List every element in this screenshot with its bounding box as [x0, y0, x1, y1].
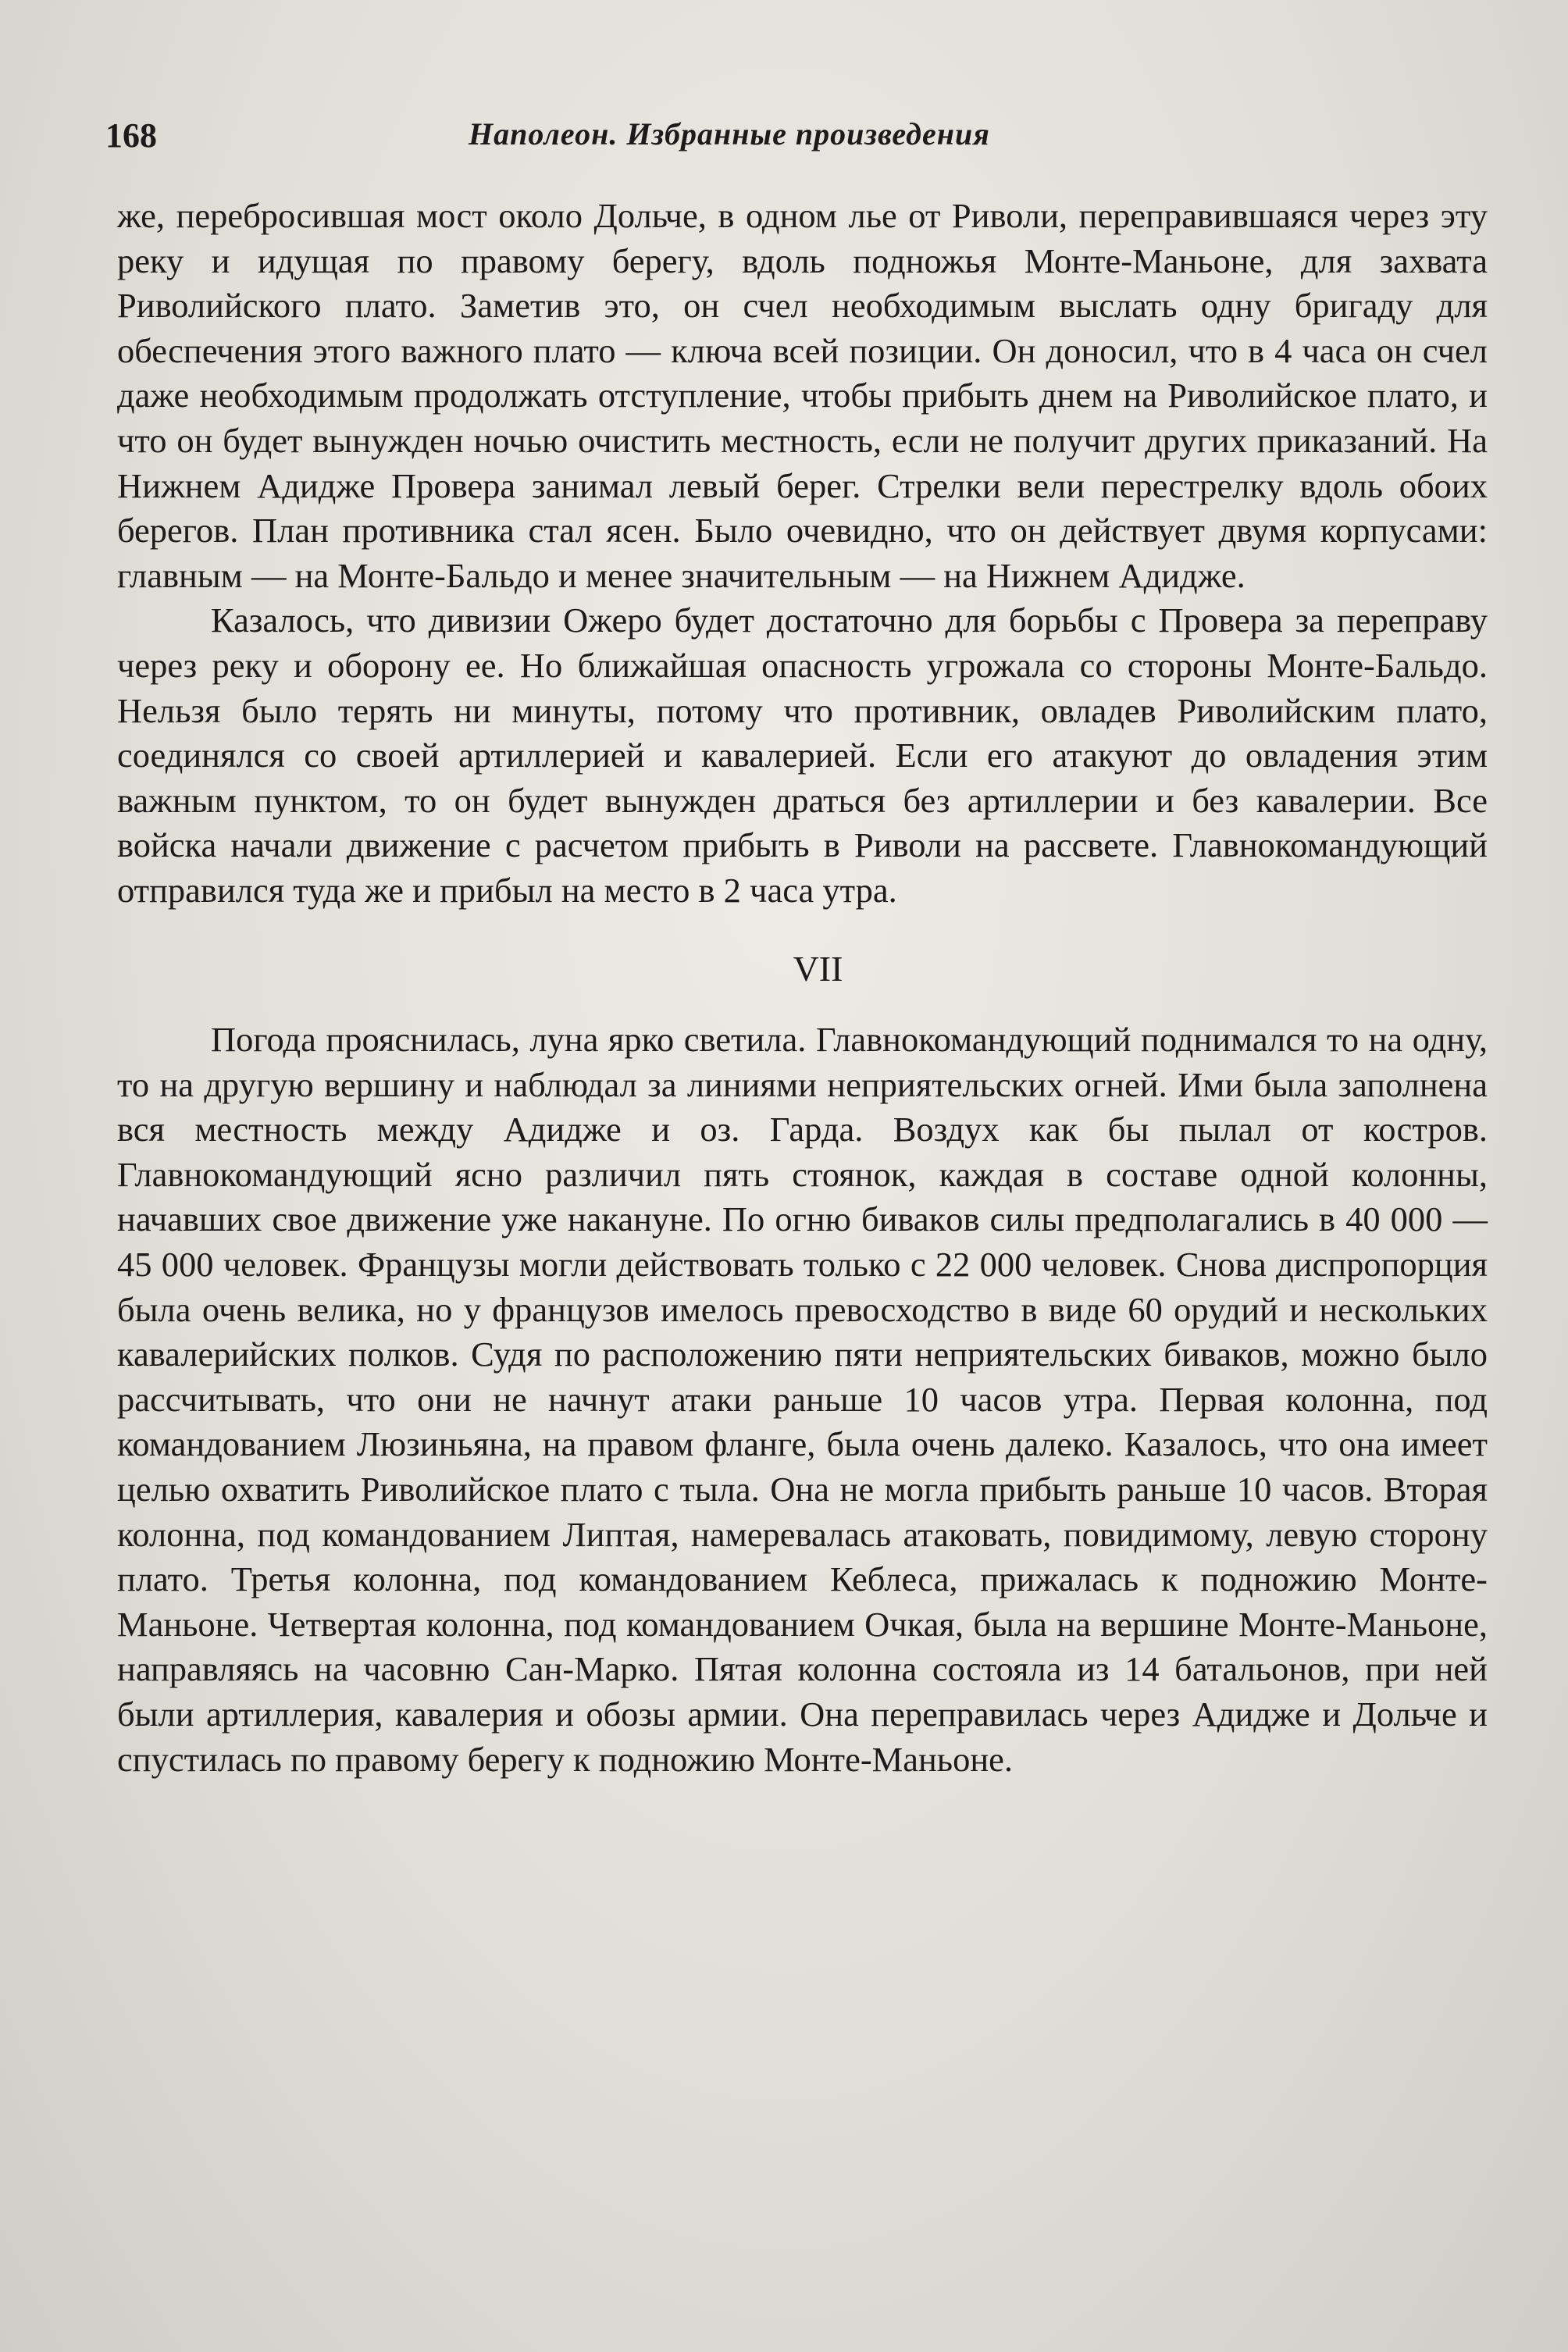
running-title: Наполеон. Избранные произведения	[469, 116, 990, 151]
page-number: 168	[105, 116, 157, 155]
body-text	[117, 194, 1488, 1782]
paragraph: Погода прояснилась, луна ярко светила. Главнокомандующий поднимался то на одну, то на другую вершину и наблюдал за линиями неприятельских огней. Ими была заполнена вся местность между Адидже и оз. Гарда. Воздух как бы пылал от костров. Главнокомандующий ясно различил пять стоянок, каждая в составе одной колонны, начавших свое движение уже накануне. По огню бивакoв силы предполагались в 40 000 — 45 000 человек. Французы могли действовать только с 22 000 человек. Снова диспропорция была очень велика, но у французов имелось превосходство в виде 60 орудий и нескольких кавалерийских полков. Судя по расположению пяти неприятельских биваков, можно было рассчитывать, что они не начнут атаки раньше 10 часов утра. Первая колонна, под командованием Люзиньяна, на правом фланге, была очень далеко. Казалось, что она имеет целью охватить Риволийское плато с тыла. Она не могла прибыть раньше 10 часов. Вторая колонна, под командованием Липтая, намеревалась атаковать, повидимому, левую сторону плато. Третья колонна, под командованием Кеблеса, прижалась к подножию Монте-Маньоне. Четвертая колонна, под командованием Очкая, была на вершине Монте-Маньоне, направляясь на часовню Сан-Марко. Пятая колонна состояла из 14 батальонов, при ней были артиллерия, кавалерия и обозы армии. Она переправилась через Адидже и Дольче и спустилась по правому берегу к подножию Монте-Маньоне.	[117, 1020, 1488, 1779]
page-header	[105, 116, 1451, 162]
paragraph: Казалось, что дивизии Ожеро будет достаточно для борьбы с Провера за переправу через реку и оборону ее. Но ближайшая опасность угрожала со стороны Монте-Бальдо. Нельзя было терять ни минуты, потому что противник, овладев Риволийским плато, соединялся со своей артиллерией и кавалерией. Если его атакуют до овладения этим важным пунктом, то он будет вынужден драться без артиллерии и без кавалерии. Все войска начали движение с расчетом прибыть в Риволи на рассвете. Главнокомандующий отправился туда же и прибыл на место в 2 часа утра.	[117, 600, 1488, 910]
section-heading: VII	[793, 948, 843, 989]
paragraph: же, перебросившая мост около Дольче, в одном лье от Риволи, переправившаяся через эту реку и идущая по правому берегу, вдоль подножья Монте-Маньоне, для захвата Риволийского плато. Заметив это, он счел необходимым выслать одну бригаду для обеспечения этого важного плато — ключа всей позиции. Он доносил, что в 4 часа он счел даже необходимым продолжать отступление, чтобы прибыть днем на Риволийское плато, и что он будет вынужден ночью очистить местность, если не получит других приказаний. На Нижнем Адидже Провера занимал левый берег. Стрелки вели перестрелку вдоль обоих берегов. План противника стал ясен. Было очевидно, что он действует двумя корпусами: главным — на Монте-Бальдо и менее значительным — на Нижнем Адидже.	[117, 196, 1488, 595]
